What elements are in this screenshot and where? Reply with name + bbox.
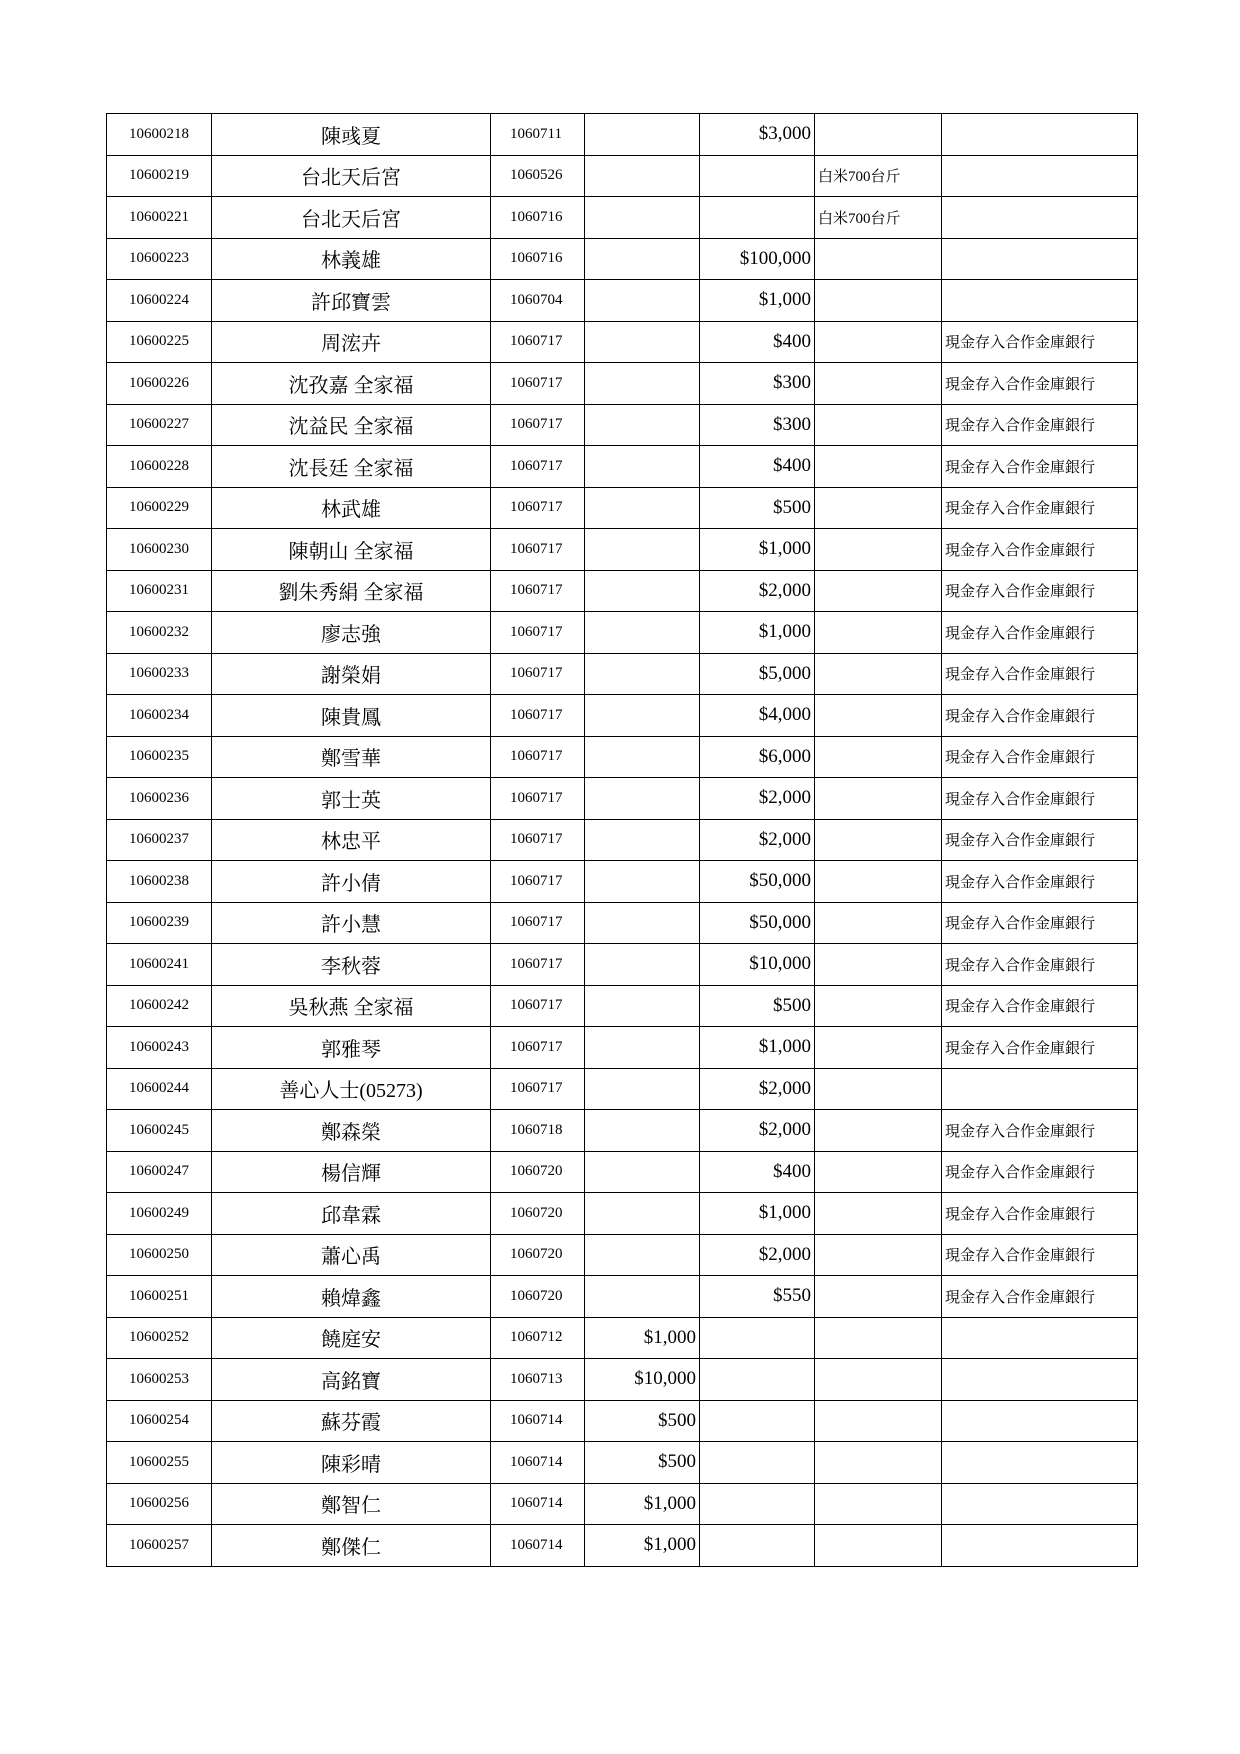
date-cell: 1060717 (491, 487, 585, 529)
donor-name-cell: 賴煒鑫 (212, 1276, 491, 1318)
table-row (107, 819, 1138, 861)
note-cell: 現金存入合作金庫銀行 (942, 1151, 1138, 1193)
amount-column-b-cell (700, 1483, 815, 1525)
amount-column-a-cell: $1,000 (585, 1317, 700, 1359)
donor-name-cell: 許邱寶雲 (212, 280, 491, 322)
amount-column-b-cell (700, 1317, 815, 1359)
date-cell: 1060714 (491, 1400, 585, 1442)
receipt-number-cell: 10600254 (107, 1400, 212, 1442)
note-cell: 現金存入合作金庫銀行 (942, 1276, 1138, 1318)
receipt-number-cell: 10600257 (107, 1525, 212, 1567)
amount-column-a-cell (585, 695, 700, 737)
amount-column-b-cell: $400 (700, 446, 815, 488)
donor-name-cell: 許小慧 (212, 902, 491, 944)
amount-column-b-cell: $300 (700, 404, 815, 446)
note-cell: 現金存入合作金庫銀行 (942, 1234, 1138, 1276)
amount-column-b-cell: $2,000 (700, 1068, 815, 1110)
amount-column-b-cell (700, 1400, 815, 1442)
amount-column-a-cell (585, 363, 700, 405)
receipt-number-cell: 10600249 (107, 1193, 212, 1235)
receipt-number-cell: 10600242 (107, 985, 212, 1027)
in-kind-item-cell (815, 114, 942, 156)
note-cell: 現金存入合作金庫銀行 (942, 819, 1138, 861)
date-cell: 1060717 (491, 861, 585, 903)
donor-name-cell: 劉朱秀絹 全家福 (212, 570, 491, 612)
receipt-number-cell: 10600230 (107, 529, 212, 571)
donor-name-cell: 台北天后宮 (212, 197, 491, 239)
table-row (107, 1400, 1138, 1442)
table-row (107, 155, 1138, 197)
note-cell: 現金存入合作金庫銀行 (942, 736, 1138, 778)
donor-name-cell: 李秋蓉 (212, 944, 491, 986)
amount-column-a-cell (585, 653, 700, 695)
table-row (107, 944, 1138, 986)
note-cell (942, 1068, 1138, 1110)
in-kind-item-cell (815, 1359, 942, 1401)
date-cell: 1060717 (491, 1027, 585, 1069)
donor-name-cell: 邱韋霖 (212, 1193, 491, 1235)
amount-column-b-cell: $550 (700, 1276, 815, 1318)
note-cell (942, 1483, 1138, 1525)
amount-column-a-cell (585, 280, 700, 322)
amount-column-b-cell (700, 1525, 815, 1567)
note-cell (942, 1442, 1138, 1484)
receipt-number-cell: 10600244 (107, 1068, 212, 1110)
date-cell: 1060717 (491, 1068, 585, 1110)
note-cell: 現金存入合作金庫銀行 (942, 861, 1138, 903)
date-cell: 1060717 (491, 653, 585, 695)
date-cell: 1060717 (491, 321, 585, 363)
in-kind-item-cell (815, 612, 942, 654)
note-cell: 現金存入合作金庫銀行 (942, 902, 1138, 944)
amount-column-b-cell (700, 1359, 815, 1401)
donor-name-cell: 高銘寶 (212, 1359, 491, 1401)
receipt-number-cell: 10600228 (107, 446, 212, 488)
receipt-number-cell: 10600255 (107, 1442, 212, 1484)
amount-column-b-cell: $50,000 (700, 902, 815, 944)
donor-name-cell: 陳貴鳳 (212, 695, 491, 737)
donor-name-cell: 善心人士(05273) (212, 1068, 491, 1110)
note-cell: 現金存入合作金庫銀行 (942, 363, 1138, 405)
table-row (107, 612, 1138, 654)
in-kind-item-cell (815, 363, 942, 405)
amount-column-b-cell: $5,000 (700, 653, 815, 695)
date-cell: 1060717 (491, 570, 585, 612)
amount-column-b-cell: $1,000 (700, 280, 815, 322)
amount-column-a-cell (585, 944, 700, 986)
in-kind-item-cell (815, 1110, 942, 1152)
amount-column-a-cell (585, 902, 700, 944)
table-row (107, 1151, 1138, 1193)
in-kind-item-cell (815, 280, 942, 322)
date-cell: 1060713 (491, 1359, 585, 1401)
donor-name-cell: 鄭智仁 (212, 1483, 491, 1525)
in-kind-item-cell (815, 404, 942, 446)
receipt-number-cell: 10600243 (107, 1027, 212, 1069)
amount-column-a-cell: $500 (585, 1442, 700, 1484)
note-cell (942, 1359, 1138, 1401)
in-kind-item-cell (815, 778, 942, 820)
amount-column-b-cell: $1,000 (700, 612, 815, 654)
date-cell: 1060717 (491, 778, 585, 820)
receipt-number-cell: 10600253 (107, 1359, 212, 1401)
in-kind-item-cell: 白米700台斤 (815, 197, 942, 239)
date-cell: 1060717 (491, 819, 585, 861)
table-row (107, 985, 1138, 1027)
amount-column-a-cell (585, 819, 700, 861)
donor-name-cell: 鄭森榮 (212, 1110, 491, 1152)
date-cell: 1060717 (491, 985, 585, 1027)
in-kind-item-cell (815, 529, 942, 571)
table-row (107, 404, 1138, 446)
amount-column-b-cell (700, 1442, 815, 1484)
note-cell: 現金存入合作金庫銀行 (942, 529, 1138, 571)
amount-column-b-cell: $400 (700, 1151, 815, 1193)
donor-name-cell: 陳彧夏 (212, 114, 491, 156)
date-cell: 1060720 (491, 1193, 585, 1235)
amount-column-a-cell (585, 446, 700, 488)
table-row (107, 1359, 1138, 1401)
date-cell: 1060716 (491, 238, 585, 280)
amount-column-a-cell (585, 1276, 700, 1318)
amount-column-a-cell (585, 238, 700, 280)
amount-column-b-cell: $500 (700, 487, 815, 529)
in-kind-item-cell (815, 1276, 942, 1318)
amount-column-a-cell (585, 404, 700, 446)
donor-name-cell: 許小倩 (212, 861, 491, 903)
table-row (107, 1442, 1138, 1484)
table-row (107, 1234, 1138, 1276)
table-row (107, 1027, 1138, 1069)
in-kind-item-cell (815, 446, 942, 488)
donor-name-cell: 吳秋燕 全家福 (212, 985, 491, 1027)
receipt-number-cell: 10600218 (107, 114, 212, 156)
amount-column-a-cell (585, 1151, 700, 1193)
amount-column-b-cell: $3,000 (700, 114, 815, 156)
amount-column-a-cell (585, 736, 700, 778)
receipt-number-cell: 10600223 (107, 238, 212, 280)
receipt-number-cell: 10600241 (107, 944, 212, 986)
note-cell (942, 1317, 1138, 1359)
table-row (107, 1068, 1138, 1110)
note-cell (942, 155, 1138, 197)
date-cell: 1060711 (491, 114, 585, 156)
receipt-number-cell: 10600221 (107, 197, 212, 239)
date-cell: 1060717 (491, 363, 585, 405)
in-kind-item-cell (815, 1193, 942, 1235)
table-row (107, 1276, 1138, 1318)
receipt-number-cell: 10600231 (107, 570, 212, 612)
donor-name-cell: 蕭心禹 (212, 1234, 491, 1276)
date-cell: 1060717 (491, 529, 585, 571)
amount-column-b-cell: $10,000 (700, 944, 815, 986)
amount-column-a-cell (585, 114, 700, 156)
amount-column-a-cell (585, 985, 700, 1027)
amount-column-a-cell (585, 155, 700, 197)
table-row (107, 1483, 1138, 1525)
receipt-number-cell: 10600224 (107, 280, 212, 322)
note-cell: 現金存入合作金庫銀行 (942, 570, 1138, 612)
amount-column-b-cell: $6,000 (700, 736, 815, 778)
receipt-number-cell: 10600256 (107, 1483, 212, 1525)
table-row (107, 861, 1138, 903)
date-cell: 1060714 (491, 1483, 585, 1525)
in-kind-item-cell (815, 1483, 942, 1525)
date-cell: 1060717 (491, 612, 585, 654)
in-kind-item-cell (815, 1151, 942, 1193)
donor-name-cell: 沈長廷 全家福 (212, 446, 491, 488)
table-row (107, 280, 1138, 322)
date-cell: 1060712 (491, 1317, 585, 1359)
note-cell: 現金存入合作金庫銀行 (942, 653, 1138, 695)
note-cell (942, 197, 1138, 239)
table-row (107, 197, 1138, 239)
note-cell (942, 280, 1138, 322)
in-kind-item-cell (815, 1027, 942, 1069)
table-row (107, 778, 1138, 820)
receipt-number-cell: 10600250 (107, 1234, 212, 1276)
date-cell: 1060718 (491, 1110, 585, 1152)
table-row (107, 238, 1138, 280)
note-cell: 現金存入合作金庫銀行 (942, 612, 1138, 654)
receipt-number-cell: 10600238 (107, 861, 212, 903)
receipt-number-cell: 10600247 (107, 1151, 212, 1193)
amount-column-a-cell (585, 1234, 700, 1276)
note-cell: 現金存入合作金庫銀行 (942, 778, 1138, 820)
donor-name-cell: 謝榮娟 (212, 653, 491, 695)
amount-column-b-cell: $2,000 (700, 778, 815, 820)
amount-column-a-cell (585, 1027, 700, 1069)
amount-column-b-cell: $2,000 (700, 1110, 815, 1152)
in-kind-item-cell (815, 1317, 942, 1359)
donor-name-cell: 楊信輝 (212, 1151, 491, 1193)
receipt-number-cell: 10600234 (107, 695, 212, 737)
receipt-number-cell: 10600219 (107, 155, 212, 197)
receipt-number-cell: 10600232 (107, 612, 212, 654)
in-kind-item-cell (815, 985, 942, 1027)
note-cell: 現金存入合作金庫銀行 (942, 404, 1138, 446)
amount-column-b-cell: $300 (700, 363, 815, 405)
date-cell: 1060717 (491, 736, 585, 778)
donation-table-body (107, 114, 1138, 1567)
in-kind-item-cell (815, 1400, 942, 1442)
date-cell: 1060704 (491, 280, 585, 322)
receipt-number-cell: 10600226 (107, 363, 212, 405)
note-cell: 現金存入合作金庫銀行 (942, 985, 1138, 1027)
receipt-number-cell: 10600236 (107, 778, 212, 820)
amount-column-b-cell (700, 197, 815, 239)
in-kind-item-cell (815, 1525, 942, 1567)
donor-name-cell: 林義雄 (212, 238, 491, 280)
receipt-number-cell: 10600227 (107, 404, 212, 446)
amount-column-a-cell (585, 321, 700, 363)
table-row (107, 446, 1138, 488)
in-kind-item-cell (815, 902, 942, 944)
table-row (107, 1193, 1138, 1235)
note-cell (942, 1400, 1138, 1442)
donor-name-cell: 台北天后宮 (212, 155, 491, 197)
date-cell: 1060717 (491, 446, 585, 488)
amount-column-b-cell: $100,000 (700, 238, 815, 280)
table-row (107, 529, 1138, 571)
in-kind-item-cell (815, 570, 942, 612)
amount-column-b-cell: $1,000 (700, 1027, 815, 1069)
date-cell: 1060717 (491, 695, 585, 737)
amount-column-a-cell (585, 529, 700, 571)
in-kind-item-cell: 白米700台斤 (815, 155, 942, 197)
receipt-number-cell: 10600235 (107, 736, 212, 778)
receipt-number-cell: 10600237 (107, 819, 212, 861)
amount-column-b-cell: $4,000 (700, 695, 815, 737)
amount-column-a-cell (585, 1068, 700, 1110)
donor-name-cell: 林忠平 (212, 819, 491, 861)
receipt-number-cell: 10600252 (107, 1317, 212, 1359)
date-cell: 1060717 (491, 404, 585, 446)
note-cell (942, 114, 1138, 156)
table-row (107, 695, 1138, 737)
table-row (107, 1317, 1138, 1359)
amount-column-a-cell (585, 778, 700, 820)
note-cell: 現金存入合作金庫銀行 (942, 1193, 1138, 1235)
donor-name-cell: 沈益民 全家福 (212, 404, 491, 446)
in-kind-item-cell (815, 321, 942, 363)
date-cell: 1060720 (491, 1276, 585, 1318)
note-cell (942, 238, 1138, 280)
table-row (107, 114, 1138, 156)
donor-name-cell: 陳朝山 全家福 (212, 529, 491, 571)
donor-name-cell: 周浤卉 (212, 321, 491, 363)
amount-column-b-cell: $1,000 (700, 1193, 815, 1235)
in-kind-item-cell (815, 487, 942, 529)
amount-column-a-cell (585, 487, 700, 529)
donor-name-cell: 郭雅琴 (212, 1027, 491, 1069)
amount-column-a-cell (585, 612, 700, 654)
amount-column-b-cell: $1,000 (700, 529, 815, 571)
in-kind-item-cell (815, 1068, 942, 1110)
in-kind-item-cell (815, 1442, 942, 1484)
amount-column-a-cell (585, 1193, 700, 1235)
in-kind-item-cell (815, 653, 942, 695)
date-cell: 1060717 (491, 944, 585, 986)
note-cell: 現金存入合作金庫銀行 (942, 944, 1138, 986)
table-row (107, 902, 1138, 944)
donor-name-cell: 蘇芬霞 (212, 1400, 491, 1442)
table-row (107, 487, 1138, 529)
donor-name-cell: 鄭雪華 (212, 736, 491, 778)
note-cell: 現金存入合作金庫銀行 (942, 487, 1138, 529)
table-row (107, 363, 1138, 405)
amount-column-a-cell: $1,000 (585, 1525, 700, 1567)
in-kind-item-cell (815, 238, 942, 280)
receipt-number-cell: 10600225 (107, 321, 212, 363)
date-cell: 1060720 (491, 1151, 585, 1193)
amount-column-a-cell (585, 197, 700, 239)
in-kind-item-cell (815, 736, 942, 778)
receipt-number-cell: 10600251 (107, 1276, 212, 1318)
date-cell: 1060717 (491, 902, 585, 944)
table-row (107, 570, 1138, 612)
amount-column-b-cell: $2,000 (700, 1234, 815, 1276)
in-kind-item-cell (815, 819, 942, 861)
receipt-number-cell: 10600233 (107, 653, 212, 695)
amount-column-a-cell (585, 570, 700, 612)
date-cell: 1060526 (491, 155, 585, 197)
table-row (107, 653, 1138, 695)
note-cell: 現金存入合作金庫銀行 (942, 1110, 1138, 1152)
donor-name-cell: 林武雄 (212, 487, 491, 529)
amount-column-b-cell: $400 (700, 321, 815, 363)
receipt-number-cell: 10600239 (107, 902, 212, 944)
table-row (107, 1525, 1138, 1567)
amount-column-b-cell: $2,000 (700, 570, 815, 612)
in-kind-item-cell (815, 1234, 942, 1276)
note-cell (942, 1525, 1138, 1567)
amount-column-b-cell: $50,000 (700, 861, 815, 903)
table-row (107, 736, 1138, 778)
note-cell: 現金存入合作金庫銀行 (942, 321, 1138, 363)
amount-column-a-cell: $500 (585, 1400, 700, 1442)
donor-name-cell: 鄭傑仁 (212, 1525, 491, 1567)
in-kind-item-cell (815, 944, 942, 986)
amount-column-a-cell: $10,000 (585, 1359, 700, 1401)
donation-table (106, 113, 1138, 1567)
amount-column-b-cell (700, 155, 815, 197)
donor-name-cell: 饒庭安 (212, 1317, 491, 1359)
note-cell: 現金存入合作金庫銀行 (942, 1027, 1138, 1069)
amount-column-a-cell (585, 1110, 700, 1152)
amount-column-b-cell: $2,000 (700, 819, 815, 861)
donor-name-cell: 沈孜嘉 全家福 (212, 363, 491, 405)
donor-name-cell: 陳彩晴 (212, 1442, 491, 1484)
amount-column-a-cell: $1,000 (585, 1483, 700, 1525)
date-cell: 1060714 (491, 1442, 585, 1484)
amount-column-b-cell: $500 (700, 985, 815, 1027)
in-kind-item-cell (815, 695, 942, 737)
donor-name-cell: 郭士英 (212, 778, 491, 820)
date-cell: 1060720 (491, 1234, 585, 1276)
note-cell: 現金存入合作金庫銀行 (942, 446, 1138, 488)
amount-column-a-cell (585, 861, 700, 903)
receipt-number-cell: 10600229 (107, 487, 212, 529)
note-cell: 現金存入合作金庫銀行 (942, 695, 1138, 737)
receipt-number-cell: 10600245 (107, 1110, 212, 1152)
in-kind-item-cell (815, 861, 942, 903)
date-cell: 1060716 (491, 197, 585, 239)
table-row (107, 321, 1138, 363)
table-row (107, 1110, 1138, 1152)
donor-name-cell: 廖志強 (212, 612, 491, 654)
date-cell: 1060714 (491, 1525, 585, 1567)
